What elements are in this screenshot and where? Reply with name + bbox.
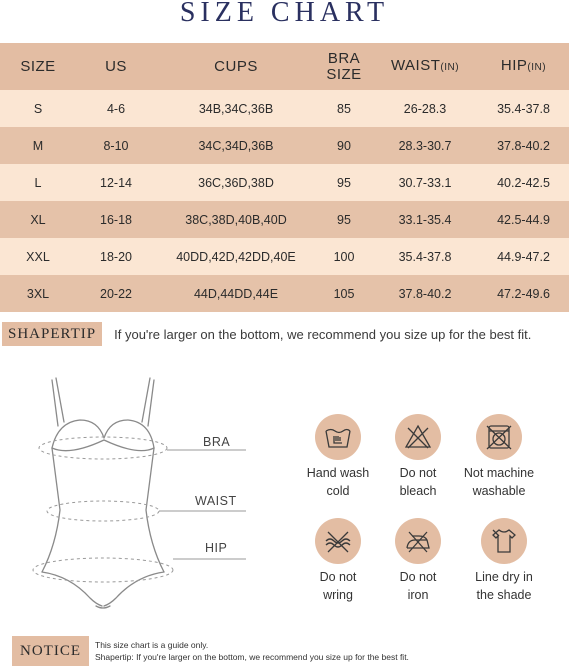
care-do-not-bleach (373, 414, 463, 500)
table-row (0, 127, 569, 164)
cell-cups: 36C,36D,38D (198, 175, 274, 190)
no-machine-wash-icon (476, 414, 522, 460)
care-label-do-not-wring: Do not wring (319, 570, 357, 602)
care-label-hand-wash: Hand wash cold (306, 466, 370, 498)
header-bra-line2: SIZE (326, 65, 362, 83)
cell-waist: 30.7-33.1 (398, 175, 452, 190)
cell-cups: 40DD,42D,42DD,40E (176, 249, 296, 264)
header-bra-line1: BRA (327, 49, 361, 67)
header-hip (478, 43, 569, 90)
notice-banner (12, 636, 409, 666)
header-waist-unit: (IN) (440, 61, 460, 73)
cell-cups: 34B,34C,36B (198, 101, 274, 116)
notice-line-2: Shapertip: If you're larger on the bottom, we recommend you size up for the best fit. (95, 652, 409, 662)
cell-cups: 44D,44DD,44E (193, 286, 279, 301)
cell-us: 12-14 (100, 175, 132, 190)
care-do-not-iron (373, 518, 463, 604)
header-waist (372, 43, 478, 90)
care-label-line-dry-shade: Line dry in the shade (475, 570, 533, 602)
table-row (0, 164, 569, 201)
care-hand-wash (293, 414, 383, 500)
cell-cups: 34C,34D,36B (198, 138, 274, 153)
notice-text (95, 639, 409, 663)
table-row (0, 275, 569, 312)
cell-size: L (34, 175, 42, 190)
cell-us: 4-6 (106, 101, 126, 116)
header-size: SIZE (20, 57, 56, 75)
cell-cups: 38C,38D,40B,40D (185, 212, 287, 227)
cell-us: 16-18 (100, 212, 132, 227)
table-row (0, 201, 569, 238)
header-waist-label: WAIST (390, 56, 441, 74)
care-label-do-not-bleach: Do not bleach (399, 466, 437, 498)
cell-size: XXL (26, 249, 50, 264)
care-not-machine-washable (454, 414, 544, 500)
cell-size: M (32, 138, 44, 153)
cell-waist: 33.1-35.4 (398, 212, 452, 227)
cell-hip: 42.5-44.9 (497, 212, 550, 227)
bodysuit-illustration (0, 370, 270, 615)
cell-bra: 95 (337, 175, 351, 190)
header-bra-size (316, 43, 372, 90)
care-label-not-machine-washable: Not machine washable (463, 466, 535, 498)
table-header-row (0, 43, 569, 90)
cell-bra: 85 (337, 101, 351, 116)
notice-line-1: This size chart is a guide only. (95, 640, 209, 650)
cell-hip: 40.2-42.5 (497, 175, 550, 190)
cell-bra: 95 (337, 212, 351, 227)
do-not-iron-icon (395, 518, 441, 564)
do-not-bleach-icon (395, 414, 441, 460)
cell-size: XL (30, 212, 46, 227)
cell-bra: 90 (337, 138, 351, 153)
cell-waist: 35.4-37.8 (398, 249, 452, 264)
cell-us: 8-10 (103, 138, 129, 153)
hand-wash-icon (315, 414, 361, 460)
cell-hip: 47.2-49.6 (497, 286, 550, 301)
do-not-wring-icon (315, 518, 361, 564)
shapertip-text: If you're larger on the bottom, we recommend you size up for the best fit. (114, 326, 532, 342)
care-do-not-wring (293, 518, 383, 604)
cell-hip: 35.4-37.8 (497, 101, 550, 116)
header-hip-unit: (IN) (527, 61, 547, 73)
cell-bra: 100 (333, 249, 355, 264)
care-label-do-not-iron: Do not iron (399, 570, 437, 602)
header-cups: CUPS (214, 57, 258, 75)
cell-hip: 44.9-47.2 (497, 249, 550, 264)
table-row (0, 238, 569, 275)
notice-badge: NOTICE (12, 636, 89, 666)
care-line-dry-shade (459, 518, 549, 604)
cell-waist: 26-28.3 (403, 101, 447, 116)
shapertip-banner (2, 322, 531, 346)
cell-size: S (33, 101, 43, 116)
table-row (0, 90, 569, 127)
label-hip: HIP (205, 541, 228, 555)
header-us: US (105, 57, 127, 75)
cell-waist: 37.8-40.2 (398, 286, 452, 301)
shapertip-badge: SHAPERTIP (2, 322, 102, 346)
page-title: SIZE CHART (179, 0, 390, 28)
cell-hip: 37.8-40.2 (497, 138, 550, 153)
size-chart-table (0, 43, 569, 312)
header-hip-label: HIP (500, 56, 528, 74)
label-waist: WAIST (195, 494, 237, 508)
cell-size: 3XL (26, 286, 50, 301)
label-bra: BRA (203, 435, 231, 449)
cell-bra: 105 (333, 286, 355, 301)
line-dry-shade-icon (481, 518, 527, 564)
cell-us: 20-22 (100, 286, 132, 301)
cell-us: 18-20 (100, 249, 132, 264)
cell-waist: 28.3-30.7 (398, 138, 452, 153)
